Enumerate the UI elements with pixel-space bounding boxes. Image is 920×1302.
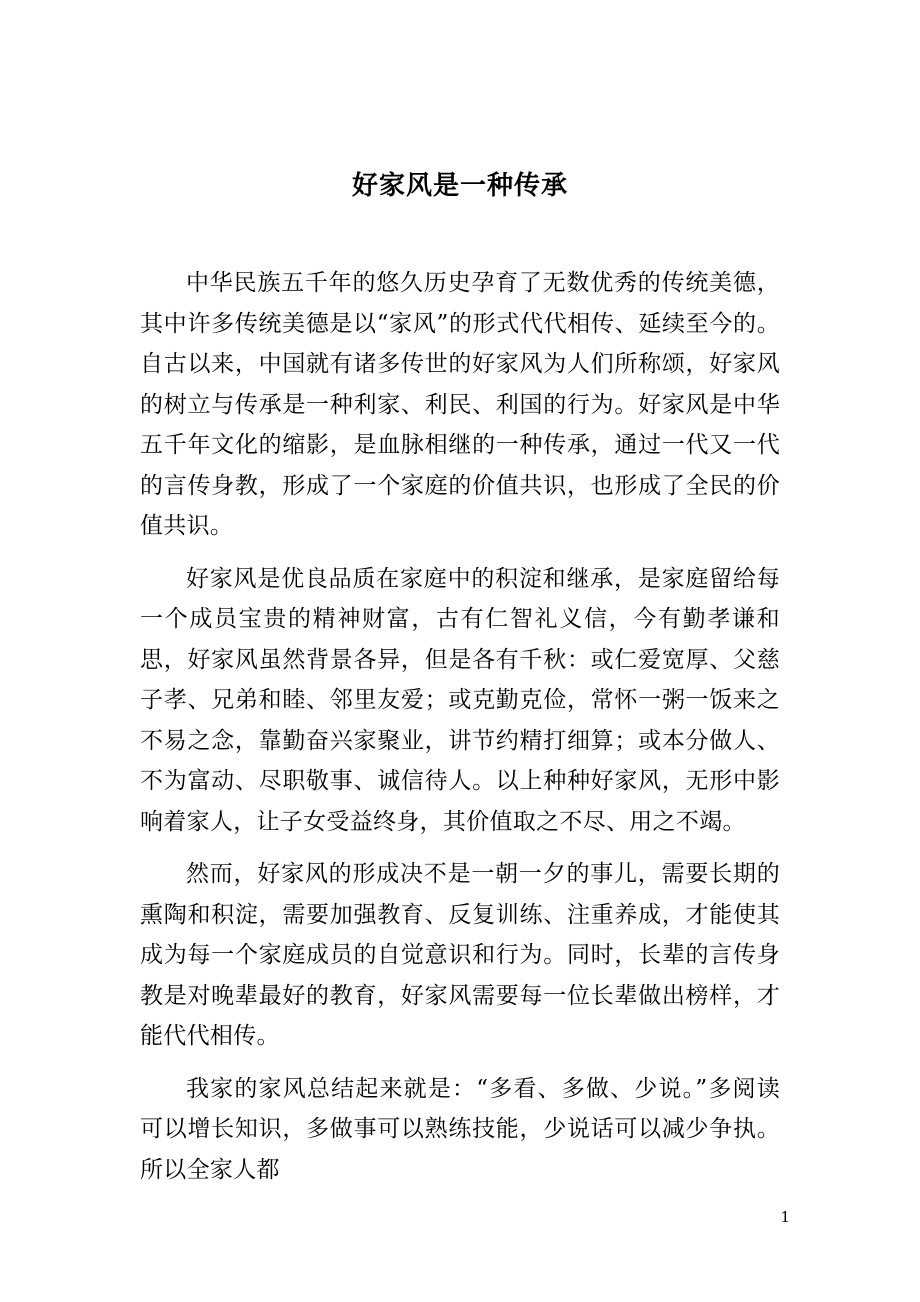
paragraph-3: 然而，好家风的形成决不是一朝一夕的事儿，需要长期的熏陶和积淀，需要加强教育、反复训练、注重养成，才能使其成为每一个家庭成员的自觉意识和行为。同时，长辈的言传身教是对晚辈最好的教育，好家风需要每一位长辈做出榜样，才能代代相传。 xyxy=(140,861,780,1049)
paragraph-4: 我家的家风总结起来就是：“多看、多做、少说。”多阅读可以增长知识，多做事可以熟练技能，少说话可以减少争执。所以全家人都 xyxy=(140,1075,780,1183)
document-body xyxy=(140,263,780,1202)
page-number: 1 xyxy=(780,1208,790,1226)
paragraph-2: 好家风是优良品质在家庭中的积淀和继承，是家庭留给每一个成员宝贵的精神财富，古有仁智礼义信，今有勤孝谦和思，好家风虽然背景各异，但是各有千秋：或仁爱宽厚、父慈子孝、兄弟和睦、邻里友爱；或克勤克俭，常怀一粥一饭来之不易之念，靠勤奋兴家聚业，讲节约精打细算；或本分做人、不为富动、尽职敬事、诚信待人。以上种种好家风，无形中影响着家人，让子女受益终身，其价值取之不尽、用之不竭。 xyxy=(140,565,780,835)
paragraph-1: 中华民族五千年的悠久历史孕育了无数优秀的传统美德，其中许多传统美德是以“家风”的形式代代相传、延续至今的。自古以来，中国就有诸多传世的好家风为人们所称颂，好家风的树立与传承是一种利家、利民、利国的行为。好家风是中华五千年文化的缩影，是血脉相继的一种传承，通过一代又一代的言传身教，形成了一个家庭的价值共识，也形成了全民的价值共识。 xyxy=(140,270,780,539)
page-title: 好家风是一种传承 xyxy=(351,171,568,201)
